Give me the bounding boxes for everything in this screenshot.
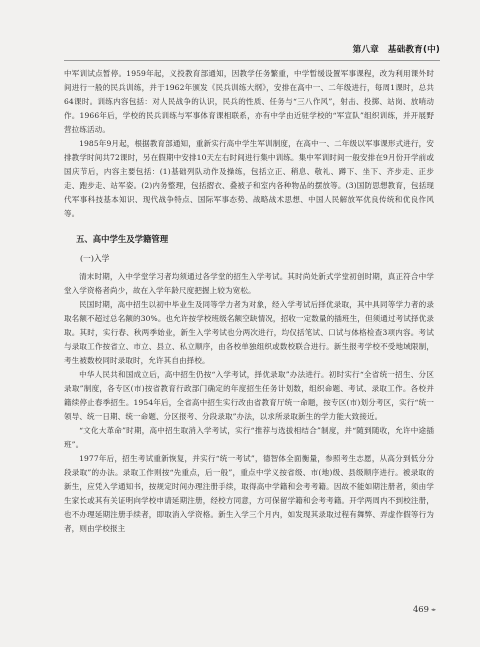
page-number [413, 604, 436, 614]
page-body [64, 67, 434, 536]
body-paragraph-3: 清末时期，入中学堂学习者均须通过各学堂的招生入学考试。其时尚处新式学堂初创时期，真正符合中学堂入学资格者尚少，故在入学年龄尺度把握上较为宽松。 [64, 272, 434, 295]
body-paragraph-5: 中华人民共和国成立后，高中招生仍按“入学考试，择优录取”办法进行。初时实行“全省统一招生、分区录取”制度，各专区(市)按省教育行政部门确定的年度招生任务计划数，组织命题、考试、录取工作。各校并籍续停止春季招生。1954年后，全省高中招生实行改由省教育厅统一命题，按专区(市)划分考区，实行“统一领导、统一日期、统一命题、分区报考、分段录取”办法，以求所录取新生的学力能大致接近。 [64, 370, 434, 421]
body-paragraph-7: 1977年后，招生考试重新恢复，并实行“统一考试”，德智体全面衡量，参照考生志愿，从高分到低分分段录取”的办法。录取工作则按“先重点，后一般”，重点中学义按省级、市(地)级、县级顺序进行。被录取的新生，应凭入学通知书，按规定时间办理注册手续，取得高中学籍和会考考籍。因故不能如期注册者，须由学生家长或其有关证明向学校申请延期注册，经校方同意，方可保留学籍和会考考籍。开学两周内不到校注册，也不办理延期注册手续者，即取消入学资格。新生入学三个月内，如发现其录取过程有舞弊、弄虚作假等行为者，则由学校报主 [64, 454, 434, 533]
body-paragraph-2: 1985年9月起，根据教育部通知，重新实行高中学生军训制度，在高中一、二年级以军事课形式进行，安排教学时间共72课时，另在假期中安排10天左右时间进行集中训练。集中军训时间一般安排在9月份开学前或国庆节后，内容主要包括：(1)基础列队动作及操练，包括立正、稍息、敬礼、蹲下、坐下、齐步走、正步走、跑步走、站军姿。(2)内务整理，包括摺衣、叠被子和室内各种物品的摆放等。(3)国防思想教育，包括现代军事科技基本知识、现代战争特点、国际军事态势、战略战术思想、中国人民解放军优良传统和优良作风等。 [64, 139, 434, 218]
chapter-header: 第八章 基础教育(中) [352, 45, 440, 55]
body-paragraph-6: “文化大革命”时期，高中招生取消入学考试，实行“推荐与选拔相结合”制度，并“随到随收，允许中途插班”。 [64, 426, 434, 449]
section-heading: 五、高中学生及学籍管理 [76, 234, 169, 244]
subsection-heading: (一)入学 [80, 254, 110, 263]
page-marker-icon: ◂▸ [430, 606, 436, 613]
header-rule [64, 60, 440, 61]
body-paragraph-1: 中军训试点暂停。1959年起，义投教育部通知，因教学任务繁重，中学暂缓设置军事课程，改为利用课外时间进行一般的民兵训练，并于1962年颁发《民兵训练大纲》，安排在高中一、二年级进行，每周1课时，总共64课时。训练内容包括：对人民战争的认识，民兵的性质、任务与“三八作风”，射击、投掷、站岗、放哨动作。1966年后，学校的民兵训练与军事体育课相联系，亦有中学由近驻学校的“军宣队”组织训练，并开展野营拉练活动。 [64, 69, 434, 134]
body-paragraph-4: 民国时期，高中招生以初中毕业生及同等学力者为对象，经入学考试后择优录取，其中具同等学力者的录取名额不超过总名额的30%。也允许按学校班级名额空缺情况，招收一定数量的插班生，但须通过考试择优录取。其时，实行春、秋两季始业，新生入学考试也分两次进行，均仅括笔试、口试与体格检查3项内容。考试与录取工作按省立、市立、县立、私立顺序，由各校单独组织或数校联合进行。新生报考学校不受地域限制，考生被数校同时录取时，允许其自由择校。 [64, 300, 434, 365]
page-number-text: 469 [412, 604, 429, 614]
